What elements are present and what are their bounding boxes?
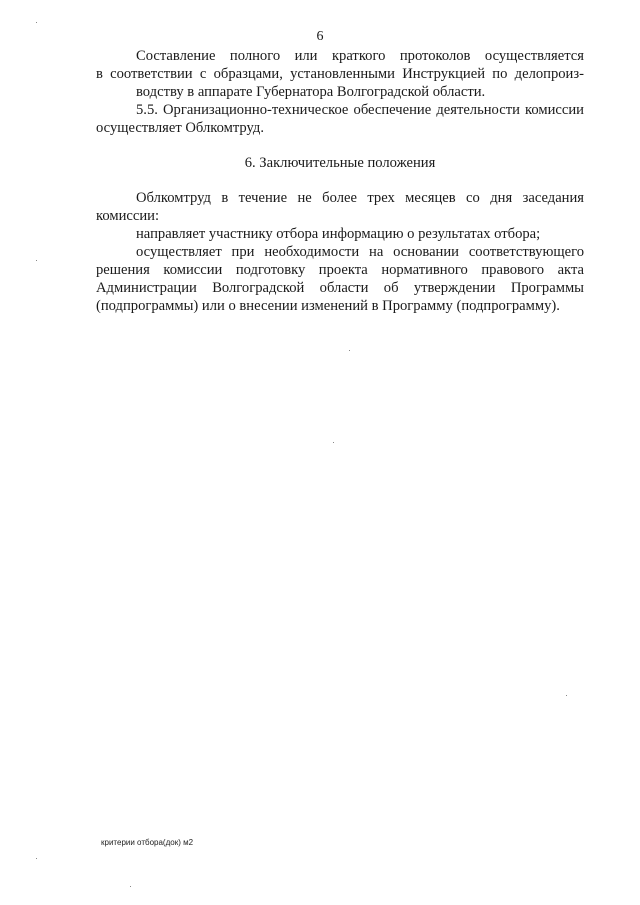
footer-file-label: критерии отбора(док) м2	[101, 838, 194, 847]
text-line: решения комиссии подготовку проекта нормативного правового акта	[96, 262, 584, 278]
text-line: 5.5. Организационно-техническое обеспечение деятельности комиссии	[136, 102, 584, 118]
scan-speck	[566, 695, 567, 696]
section-heading: 6. Заключительные положения	[244, 155, 436, 171]
scan-speck	[36, 22, 37, 23]
text-line: направляет участнику отбора информацию о результатах отбора;	[136, 226, 541, 242]
scan-speck	[333, 442, 334, 443]
text-line: Администрации Волгоградской области об утверждении Программы	[96, 280, 584, 296]
text-line: в соответствии с образцами, установленными Инструкцией по делопроиз-	[96, 66, 584, 82]
text-line: осуществляет при необходимости на основании соответствующего	[136, 244, 584, 260]
text-line: Составление полного или краткого протоколов осуществляется	[136, 48, 584, 64]
scan-speck	[130, 886, 131, 887]
scan-speck	[36, 260, 37, 261]
text-line: (подпрограммы) или о внесении изменений в Программу (подпрограмму).	[96, 298, 560, 314]
text-line: Облкомтруд в течение не более трех месяцев со дня заседания	[136, 190, 584, 206]
page-number: 6	[316, 29, 324, 44]
text-line: осуществляет Облкомтруд.	[96, 120, 264, 136]
text-line: комиссии:	[96, 208, 160, 224]
scan-speck	[36, 858, 37, 859]
text-line: водству в аппарате Губернатора Волгоградской области.	[136, 84, 486, 100]
scan-speck	[349, 350, 350, 351]
